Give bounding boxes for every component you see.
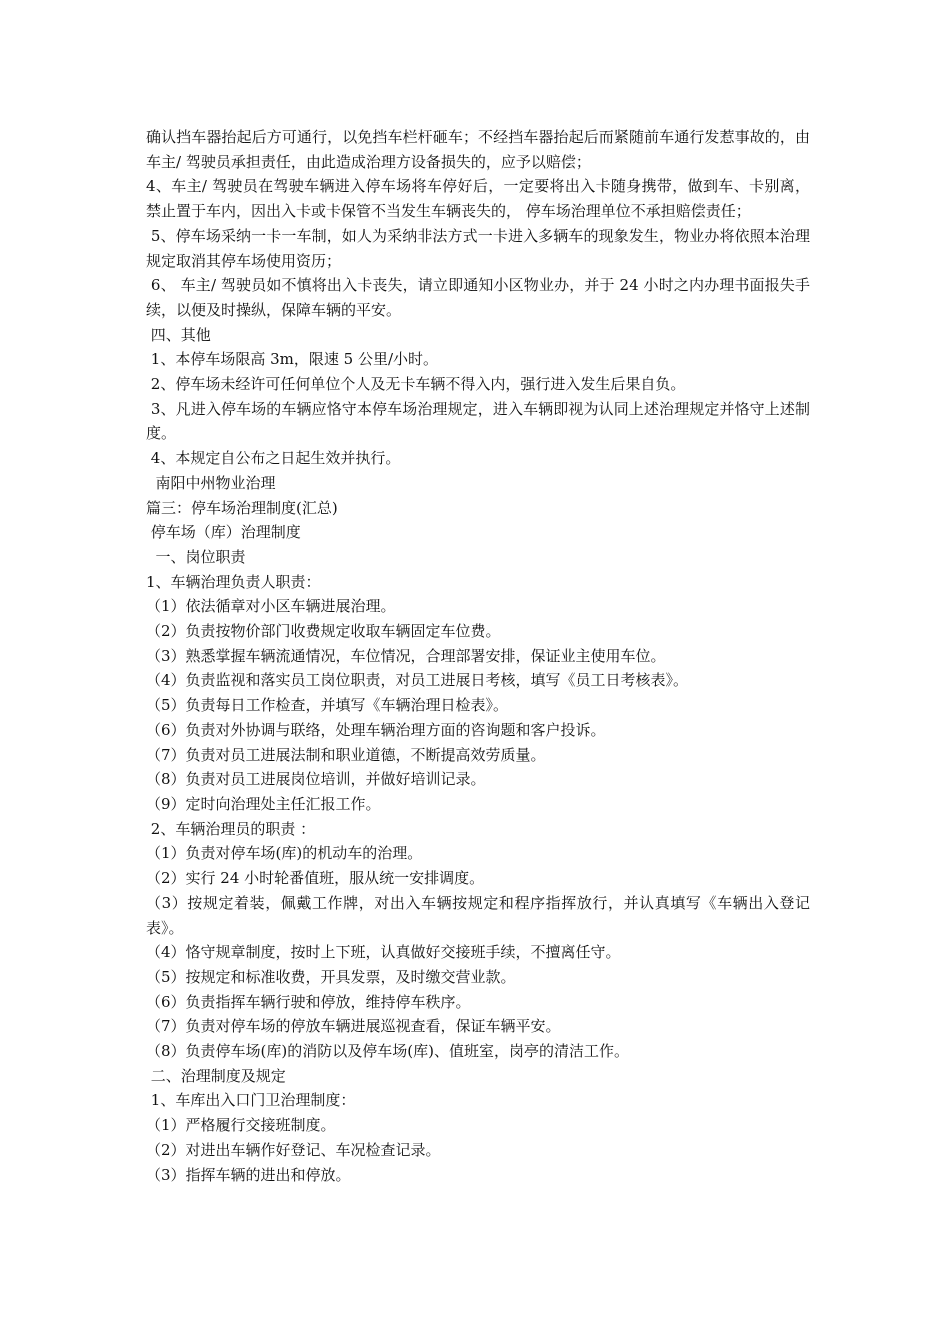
list-item: （8）负责停车场(库)的消防以及停车场(库)、值班室，岗亭的清洁工作。 (146, 1042, 629, 1061)
list-item: （4）负责监视和落实员工岗位职责，对员工进展日考核，填写《员工日考核表》。 (146, 671, 689, 690)
section-heading: 二、治理制度及规定 (146, 1066, 286, 1085)
document-body (146, 125, 810, 1187)
list-item: （1）严格履行交接班制度。 (146, 1116, 336, 1135)
list-item: （3）熟悉掌握车辆流通情况，车位情况，合理部署安排，保证业主使用车位。 (146, 646, 666, 665)
chapter-title: 篇三：停车场治理制度(汇总) (146, 498, 338, 517)
paragraph: 1、本停车场限高 3m，限速 5 公里/小时。 (146, 350, 438, 369)
signature-line: 南阳中州物业治理 (146, 473, 276, 492)
paragraph: 5、停车场采纳一卡一车制，如人为采纳非法方式一卡进入多辆车的现象发生，物业办将依照本治理规定取消其停车场使用资历； (146, 226, 810, 270)
paragraph: 2、停车场未经许可任何单位个人及无卡车辆不得入内，强行进入发生后果自负。 (146, 375, 686, 394)
list-item: （2）实行 24 小时轮番值班，服从统一安排调度。 (146, 869, 485, 888)
list-item: （7）负责对停车场的停放车辆进展巡视查看，保证车辆平安。 (146, 1017, 561, 1036)
list-item: （2）负责按物价部门收费规定收取车辆固定车位费。 (146, 622, 501, 641)
list-item: （3）按规定着装，佩戴工作牌，对出入车辆按规定和程序指挥放行，并认真填写《车辆出入登记表》。 (146, 893, 810, 937)
list-item: （4）恪守规章制度，按时上下班，认真做好交接班手续，不擅离任守。 (146, 943, 621, 962)
paragraph: 确认挡车器抬起后方可通行，以免挡车栏杆砸车；不经挡车器抬起后而紧随前车通行发惹事故的，由车主/ 驾驶员承担责任，由此造成治理方设备损失的，应予以赔偿； (146, 128, 810, 171)
list-item: （5）按规定和标准收费，开具发票，及时缴交营业款。 (146, 967, 516, 986)
list-item: （7）负责对员工进展法制和职业道德，不断提高效劳质量。 (146, 745, 546, 764)
list-item: （1）依法循章对小区车辆进展治理。 (146, 597, 396, 616)
paragraph: 3、凡进入停车场的车辆应恪守本停车场治理规定，进入车辆即视为认同上述治理规定并恪守上述制度。 (146, 399, 810, 443)
list-item: （1）负责对停车场(库)的机动车的治理。 (146, 844, 423, 863)
paragraph: 4、车主/ 驾驶员在驾驶车辆进入停车场将车停好后，一定要将出入卡随身携带，做到车、卡别离，禁止置于车内，因出入卡或卡保管不当发生车辆丧失的， 停车场治理单位不承担赔偿责任； (146, 177, 810, 221)
paragraph: 6、 车主/ 驾驶员如不慎将出入卡丧失，请立即通知小区物业办，并于 24 小时之内办理书面报失手续，以便及时操纵，保障车辆的平安。 (146, 276, 810, 319)
list-item: （6）负责对外协调与联络，处理车辆治理方面的咨询题和客户投诉。 (146, 720, 606, 739)
list-item: （3）指挥车辆的进出和停放。 (146, 1165, 351, 1184)
document-title: 停车场（库）治理制度 (146, 523, 301, 542)
subsection-heading: 1、车库出入口门卫治理制度： (146, 1091, 356, 1110)
list-item: （9）定时向治理处主任汇报工作。 (146, 794, 381, 813)
list-item: （8）负责对员工进展岗位培训，并做好培训记录。 (146, 770, 486, 789)
section-heading: 一、岗位职责 (146, 547, 246, 566)
subsection-heading: 1、车辆治理负责人职责： (146, 572, 321, 591)
list-item: （2）对进出车辆作好登记、车况检查记录。 (146, 1140, 441, 1159)
list-item: （6）负责指挥车辆行驶和停放，维持停车秩序。 (146, 992, 471, 1011)
section-heading: 四、其他 (146, 325, 211, 344)
subsection-heading: 2、车辆治理员的职责 ： (146, 819, 316, 838)
list-item: （5）负责每日工作检查，并填写《车辆治理日检表》。 (146, 696, 509, 715)
paragraph: 4、本规定自公布之日起生效并执行。 (146, 449, 401, 468)
